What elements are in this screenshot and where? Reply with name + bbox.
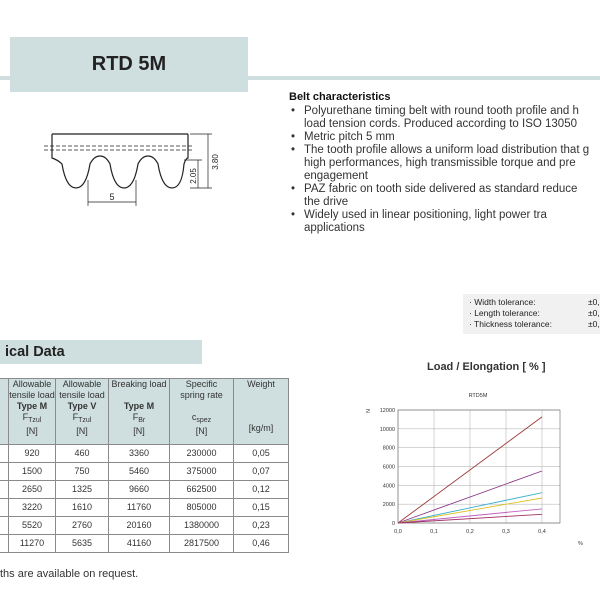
table-cell: 460 bbox=[56, 445, 109, 463]
table-cell: 5520 bbox=[9, 517, 56, 535]
table-cell: 375000 bbox=[170, 463, 234, 481]
table-cell: 1610 bbox=[56, 499, 109, 517]
table-cell: 5460 bbox=[109, 463, 170, 481]
table-cell: 0,07 bbox=[234, 463, 289, 481]
length-tolerance-value: ±0, bbox=[588, 308, 600, 318]
x-tick-label: 0,4 bbox=[538, 529, 546, 535]
table-cell: 1325 bbox=[56, 481, 109, 499]
table-cell: 0,46 bbox=[234, 535, 289, 553]
characteristic-item: the drive bbox=[304, 196, 349, 208]
table-cell bbox=[0, 463, 9, 481]
pitch-dimension: 5 bbox=[109, 192, 115, 202]
characteristic-item: engagement bbox=[304, 170, 368, 182]
characteristic-item: • Widely used in linear positioning, light power tra bbox=[289, 209, 600, 222]
x-tick-label: 0,3 bbox=[502, 529, 510, 535]
table-cell: 9660 bbox=[109, 481, 170, 499]
width-tolerance-label: · Width tolerance: bbox=[469, 297, 536, 307]
table-cell bbox=[0, 481, 9, 499]
tooth-height-dimension: 2.05 bbox=[189, 168, 198, 184]
table-cell: 805000 bbox=[170, 499, 234, 517]
table-cell: 662500 bbox=[170, 481, 234, 499]
col-header-type-m: Allowable tensile load Type M $F_{Tzul}$ [N] bbox=[9, 379, 56, 445]
table-cell: 3360 bbox=[109, 445, 170, 463]
table-cell: 1380000 bbox=[170, 517, 234, 535]
y-axis-label: N bbox=[366, 409, 372, 413]
characteristic-item: • PAZ fabric on tooth side delivered as standard reduce bbox=[289, 183, 600, 196]
table-cell: 0,05 bbox=[234, 445, 289, 463]
table-row bbox=[0, 517, 289, 535]
chart-title: Load / Elongation [ % ] bbox=[427, 361, 546, 373]
y-tick-label: 12000 bbox=[379, 408, 395, 414]
y-tick-label: 6000 bbox=[382, 464, 395, 471]
length-tolerance-label: · Length tolerance: bbox=[469, 308, 540, 318]
table-cell bbox=[0, 445, 9, 463]
thickness-tolerance-value: ±0, bbox=[588, 319, 600, 329]
col-header-spring-rate: Specific spring rate $c_{spez}$ [N] bbox=[170, 379, 234, 445]
y-tick-label: 2000 bbox=[382, 502, 395, 509]
y-tick-label: 4000 bbox=[382, 483, 395, 490]
chart-subtitle: RTD5M bbox=[468, 393, 488, 399]
thickness-tolerance-label: · Thickness tolerance: bbox=[469, 319, 552, 329]
x-tick-label: 0,0 bbox=[394, 529, 402, 535]
table-cell: 3220 bbox=[9, 499, 56, 517]
table-cell: 0,15 bbox=[234, 499, 289, 517]
characteristic-item: • Metric pitch 5 mm bbox=[289, 131, 600, 144]
table-cell: 11760 bbox=[109, 499, 170, 517]
y-tick-label: 10000 bbox=[379, 426, 395, 433]
table-row bbox=[0, 481, 289, 499]
characteristics-heading: Belt characteristics bbox=[289, 91, 391, 103]
height-dimension: 3.80 bbox=[211, 154, 220, 170]
table-cell bbox=[0, 499, 9, 517]
x-tick-label: 0,2 bbox=[466, 529, 474, 535]
characteristic-item: load tension cords. Produced according to ISO 13050 bbox=[304, 118, 577, 130]
col-header-type-v: Allowable tensile load Type V $F_{Tzul}$ [N] bbox=[56, 379, 109, 445]
table-row bbox=[0, 499, 289, 517]
technical-data-heading: ical Data bbox=[0, 340, 202, 364]
table-cell: 5635 bbox=[56, 535, 109, 553]
col-header-weight: Weight [kg/m] bbox=[234, 379, 289, 445]
table-cell: 0,23 bbox=[234, 517, 289, 535]
page-title: RTD 5M bbox=[10, 37, 248, 92]
table-cell: 11270 bbox=[9, 535, 56, 553]
characteristic-item: • Polyurethane timing belt with round tooth profile and h bbox=[289, 105, 600, 118]
table-cell: 41160 bbox=[109, 535, 170, 553]
table-row bbox=[0, 463, 289, 481]
load-elongation-chart bbox=[360, 383, 600, 553]
table-row bbox=[0, 445, 289, 463]
table-cell: 2760 bbox=[56, 517, 109, 535]
y-tick-label: 8000 bbox=[382, 445, 395, 452]
table-cell: 2817500 bbox=[170, 535, 234, 553]
table-cell: 20160 bbox=[109, 517, 170, 535]
table-row bbox=[0, 535, 289, 553]
width-tolerance-value: ±0, bbox=[588, 297, 600, 307]
table-cell: 230000 bbox=[170, 445, 234, 463]
x-tick-label: 0,1 bbox=[430, 529, 438, 535]
col-header-cut bbox=[0, 379, 9, 445]
table-cell bbox=[0, 535, 9, 553]
table-cell bbox=[0, 517, 9, 535]
characteristic-item: applications bbox=[304, 222, 365, 234]
belt-profile-drawing bbox=[40, 120, 220, 210]
col-header-breaking-load: Breaking load Type M $F_{Br}$ [N] bbox=[109, 379, 170, 445]
characteristic-item: • The tooth profile allows a uniform load distribution that g bbox=[289, 144, 600, 157]
technical-data-table bbox=[0, 378, 289, 553]
x-axis-label: % bbox=[578, 541, 583, 547]
table-cell: 1500 bbox=[9, 463, 56, 481]
table-cell: 750 bbox=[56, 463, 109, 481]
tolerance-box bbox=[463, 294, 600, 334]
table-cell: 2650 bbox=[9, 481, 56, 499]
availability-note: ths are available on request. bbox=[0, 568, 139, 580]
characteristics-list bbox=[289, 105, 600, 235]
table-cell: 0,12 bbox=[234, 481, 289, 499]
table-cell: 920 bbox=[9, 445, 56, 463]
belt-characteristics bbox=[289, 91, 600, 235]
y-tick-label: 0 bbox=[391, 521, 395, 527]
characteristic-item: high performances, high transmissible torque and pre bbox=[304, 157, 576, 169]
